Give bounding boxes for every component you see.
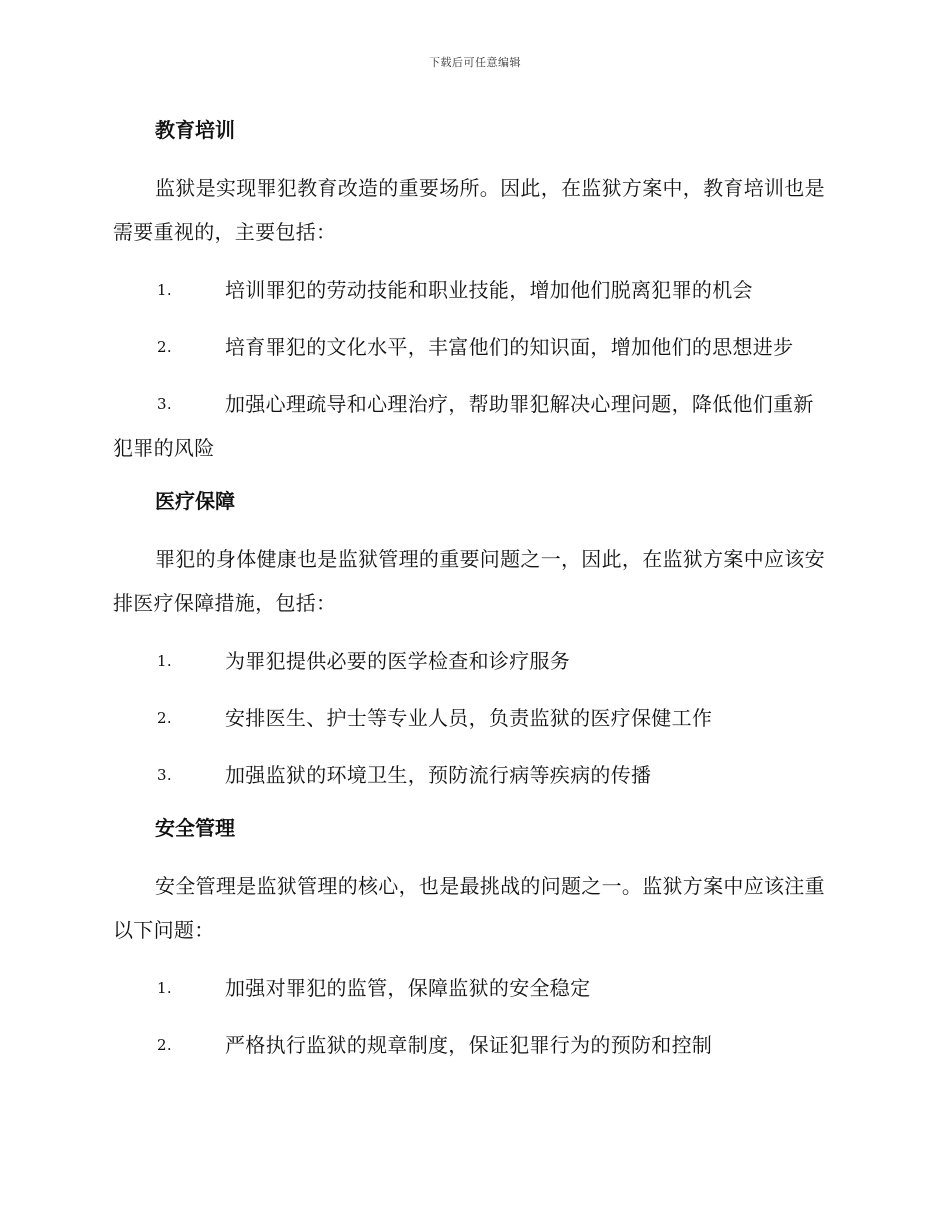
list-number: 1. <box>157 979 172 997</box>
list-item <box>113 753 833 797</box>
document-body <box>113 112 833 1080</box>
list-text: 加强监狱的环境卫生，预防流行病等疾病的传播 <box>225 763 652 787</box>
list-text: 加强对罪犯的监管，保障监狱的安全稳定 <box>225 976 591 1000</box>
list-number: 3. <box>157 766 172 784</box>
list-number: 2. <box>157 709 172 727</box>
list-item <box>113 382 833 470</box>
list-item <box>113 268 833 312</box>
list-item <box>113 1023 833 1067</box>
list-text: 加强心理疏导和心理治疗，帮助罪犯解决心理问题，降低他们重新犯罪的风险 <box>113 392 814 460</box>
list-item <box>113 639 833 683</box>
list-text: 为罪犯提供必要的医学检查和诊疗服务 <box>225 649 571 673</box>
section-security <box>113 810 833 1067</box>
list-text: 培育罪犯的文化水平，丰富他们的知识面，增加他们的思想进步 <box>225 335 794 359</box>
list-item <box>113 325 833 369</box>
header-note: 下载后可任意编辑 <box>429 56 521 69</box>
list-number: 2. <box>157 338 172 356</box>
section-paragraph: 安全管理是监狱管理的核心，也是最挑战的问题之一。监狱方案中应该注重以下问题： <box>113 874 825 942</box>
list-number: 2. <box>157 1036 172 1054</box>
section-paragraph: 监狱是实现罪犯教育改造的重要场所。因此，在监狱方案中，教育培训也是需要重视的，主要包括： <box>113 176 825 244</box>
section-medical <box>113 483 833 797</box>
list-text: 严格执行监狱的规章制度，保证犯罪行为的预防和控制 <box>225 1033 713 1057</box>
list-number: 3. <box>157 395 172 413</box>
list-number: 1. <box>157 281 172 299</box>
numbered-list <box>113 268 833 470</box>
list-text: 培训罪犯的劳动技能和职业技能，增加他们脱离犯罪的机会 <box>225 278 753 302</box>
section-education <box>113 112 833 470</box>
list-item <box>113 696 833 740</box>
list-item <box>113 966 833 1010</box>
section-heading: 教育培训 <box>155 118 235 142</box>
list-text: 安排医生、护士等专业人员，负责监狱的医疗保健工作 <box>225 706 713 730</box>
section-paragraph: 罪犯的身体健康也是监狱管理的重要问题之一，因此，在监狱方案中应该安排医疗保障措施，包括： <box>113 547 825 615</box>
numbered-list <box>113 966 833 1067</box>
section-heading: 医疗保障 <box>155 489 235 513</box>
numbered-list <box>113 639 833 797</box>
section-heading: 安全管理 <box>155 816 235 840</box>
list-number: 1. <box>157 652 172 670</box>
